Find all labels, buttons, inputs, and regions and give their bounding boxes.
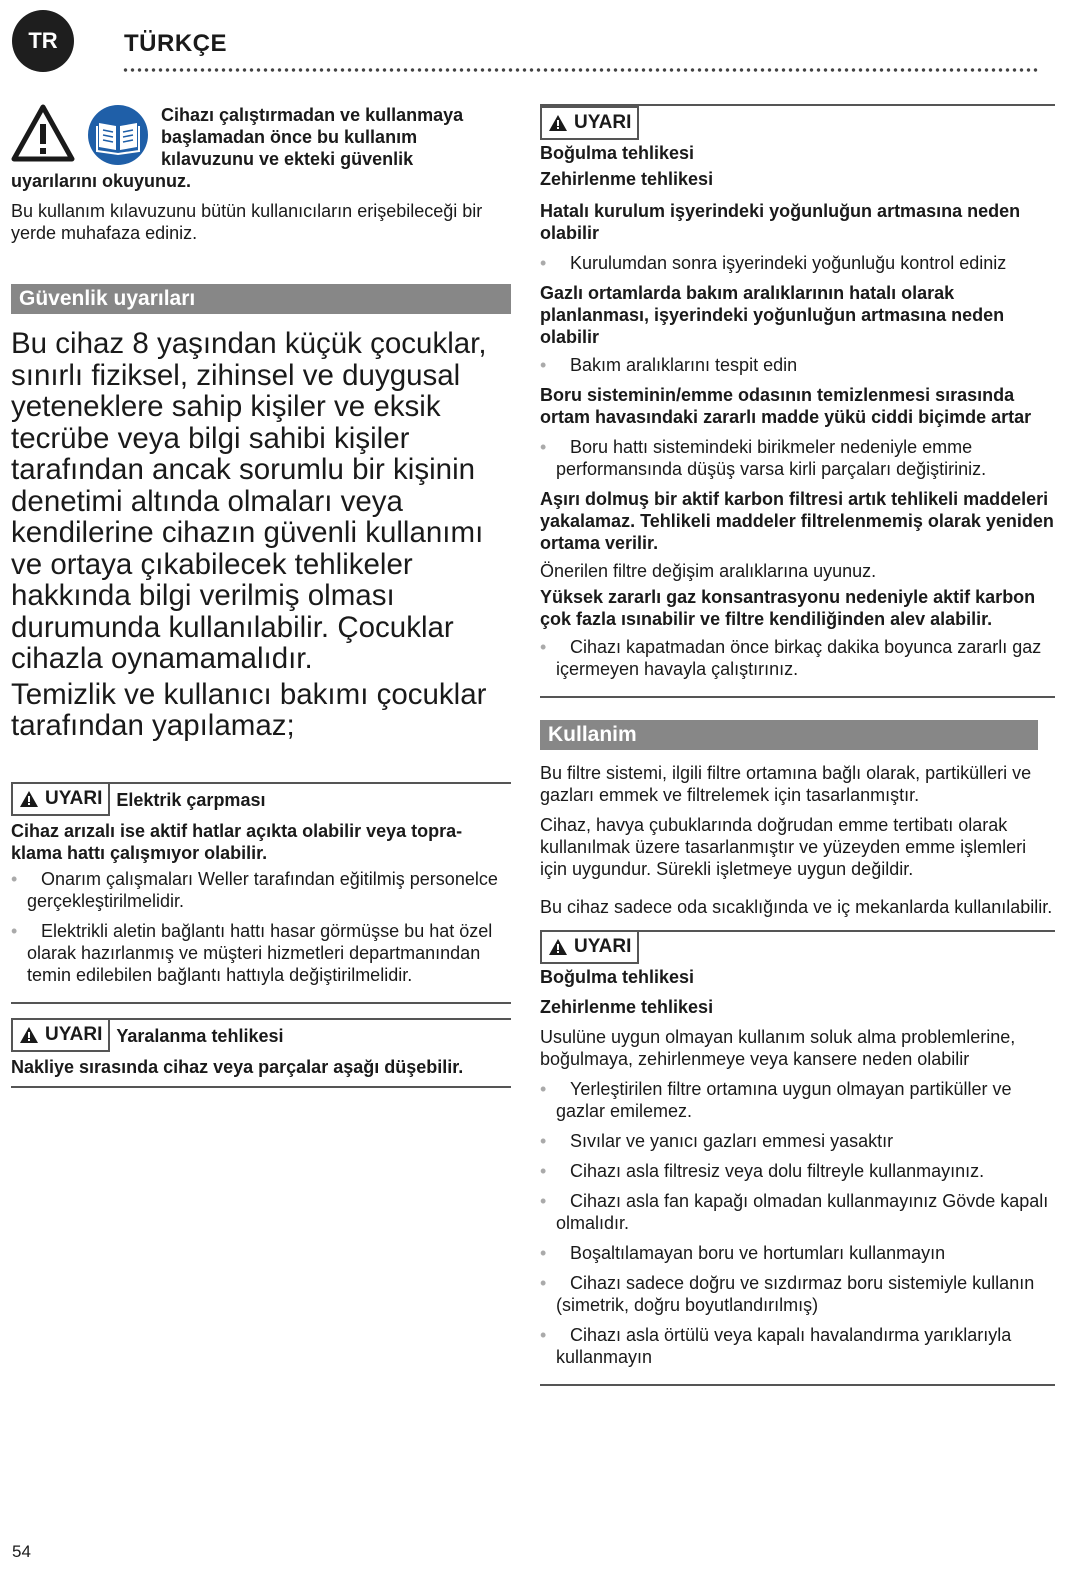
warning-electric-list (11, 868, 511, 986)
warning-tag (540, 932, 639, 964)
warning-bold-1: Hatalı kurulum işyerindeki yoğunluğun artmasına neden olabilir (540, 201, 1021, 243)
warning-tag-label: UYARI (574, 112, 632, 133)
read-manual-icon (87, 104, 149, 166)
list-item: • Cihazı asla filtresiz veya dolu filtreyle kullanmayınız. (540, 1160, 1055, 1182)
warning-bold-5: Yüksek zararlı gaz konsantrasyonu nedeniyle aktif karbon çok fazla ısınabilir ve filtre kendiliğinden alev alabilir. (540, 587, 1036, 629)
warning-injury-bold: Nakliye sırasında cihaz veya parçalar aşağı düşebilir. (11, 1056, 464, 1077)
warning-small-icon (19, 1026, 39, 1044)
list-item: • Boru hattı sistemindeki birikmeler nedeniyle emme performansında düşüş varsa kirli parçaları değiştiriniz. (540, 436, 1055, 480)
warning-tag-label: UYARI (45, 1023, 103, 1045)
list-item: • Bakım aralıklarını tespit edin (540, 354, 1055, 376)
warning-electric-head (11, 784, 511, 816)
intro-bold-lead: Cihazı çalıştırmadan ve kullanmaya başlamadan önce bu kullanım kılavuzunu ve ekteki güvenlik (161, 105, 464, 169)
warning-list-1 (540, 252, 1055, 274)
warning-title: Elektrik çarpması (116, 789, 266, 810)
page-number: 54 (12, 1542, 31, 1561)
usage-paragraph-2: Cihaz, havya çubuklarında doğrudan emme tertibatı olarak kullanılmak üzere tasarlanmıştır ve yüzeyden emme işlemleri için uygundur. Sürekli işletmeye uygun değildir. (540, 815, 1027, 879)
warning-tag-label: UYARI (574, 936, 632, 957)
language-badge: TR (12, 10, 74, 72)
warning-tag (11, 784, 110, 816)
warning-head (540, 932, 1055, 964)
warning-tag (11, 1020, 110, 1052)
warning-plain-4: Önerilen filtre değişim aralıklarına uyunuz. (540, 561, 877, 581)
warning-injury (11, 1018, 511, 1088)
intro-bold-tail: uyarılarını okuyunuz. (11, 171, 192, 191)
list-item: • Cihazı kapatmadan önce birkaç dakika boyunca zararlı gaz içermeyen havayla çalıştırınız. (540, 636, 1055, 680)
warning-small-icon (548, 114, 568, 132)
left-column (11, 104, 511, 1088)
dotted-divider (122, 66, 1040, 74)
warning-title: Yaralanma tehlikesi (116, 1025, 284, 1046)
warning-list-3 (540, 436, 1055, 480)
warning-text: Usulüne uygun olmayan kullanım soluk alma problemlerine, boğulmaya, zehirlenmeye veya kansere neden olabilir (540, 1027, 1016, 1069)
safety-paragraph-1: Bu cihaz 8 yaşından küçük çocuklar, sınırlı fiziksel, zihinsel ve duygusal yeteneklere sahip kişiler ve eksik tecrübe veya bilgi sahibi kişiler tarafından ancak sorumlu bir kişinin denetimi altında olmaları veya kendilerine cihazın güvenli kullanımı ve ortaya çıkabilecek tehlikeler hakkında bilgi verilmiş olması durumunda kullanılabilir. Çocuklar cihazla oynamamalıdır. (11, 327, 487, 675)
list-item: • Boşaltılamayan boru ve hortumları kullanmayın (540, 1242, 1055, 1264)
usage-header: Kullanim (540, 720, 1038, 750)
right-column (540, 104, 1055, 1386)
warning-line-suffocation: Boğulma tehlikesi (540, 967, 695, 987)
warning-line-suffocation: Boğulma tehlikesi (540, 143, 695, 163)
list-item: • Elektrikli aletin bağlantı hattı hasar görmüşse bu hat özel olarak hazırlanmış ve müşteri hizmetleri departmanından temin edilebilen bağlantı hattıyla değiştirilmelidir. (11, 920, 511, 986)
page-title: TÜRKÇE (124, 30, 227, 57)
warning-electric-bold: Cihaz arızalı ise aktif hatlar açıkta olabilir veya topra-klama hattı çalışmıyor olabilir. (11, 820, 463, 863)
warning-head (540, 106, 1055, 140)
list-item: • Kurulumdan sonra işyerindeki yoğunluğu kontrol ediniz (540, 252, 1055, 274)
warning-list (540, 1078, 1055, 1368)
safety-header: Güvenlik uyarıları (11, 284, 511, 314)
list-item: • Onarım çalışmaları Weller tarafından eğitilmiş personelce gerçekleştirilmelidir. (11, 868, 511, 912)
warning-bold-3: Boru sisteminin/emme odasının temizlenmesi sırasında ortam havasındaki zararlı madde yükü ciddi biçimde artar (540, 385, 1032, 427)
warning-list-5 (540, 636, 1055, 680)
list-item: • Cihazı asla örtülü veya kapalı havalandırma yarıklarıyla kullanmayın (540, 1324, 1055, 1368)
warning-small-icon (548, 938, 568, 956)
warning-injury-head (11, 1020, 511, 1052)
usage-paragraph-3: Bu cihaz sadece oda sıcaklığında ve iç mekanlarda kullanılabilir. (540, 897, 1053, 917)
list-item: • Sıvılar ve yanıcı gazları emmesi yasaktır (540, 1130, 1055, 1152)
warning-bold-2: Gazlı ortamlarda bakım aralıklarının hatalı olarak planlanması, işyerindeki yoğunluğun artmasına neden olabilir (540, 283, 1005, 347)
warning-small-icon (19, 790, 39, 808)
warning-tag-label: UYARI (45, 787, 103, 809)
warning-line-poisoning: Zehirlenme tehlikesi (540, 169, 714, 189)
list-item: • Cihazı asla fan kapağı olmadan kullanmayınız Gövde kapalı olmalıdır. (540, 1190, 1055, 1234)
warning-suffocation-2 (540, 930, 1055, 1386)
safety-paragraph-2: Temizlik ve kullanıcı bakımı çocuklar tarafından yapılamaz; (11, 677, 487, 742)
intro-section (11, 104, 511, 244)
warning-triangle-icon (11, 104, 75, 162)
intro-text: Bu kullanım kılavuzunu bütün kullanıcıların erişebileceği bir yerde muhafaza ediniz. (11, 201, 483, 243)
usage-paragraph-1: Bu filtre sistemi, ilgili filtre ortamına bağlı olarak, partikülleri ve gazları emmek ve filtrelemek için tasarlanmıştır. (540, 763, 1032, 805)
warning-electric (11, 782, 511, 1004)
warning-tag (540, 106, 639, 140)
warning-bold-4: Aşırı dolmuş bir aktif karbon filtresi artık tehlikeli maddeleri yakalamaz. Tehlikeli maddeler filtrelenmemiş olarak yeniden ortama verilir. (540, 489, 1054, 553)
list-item: • Cihazı sadece doğru ve sızdırmaz boru sistemiyle kullanın (simetrik, doğru boyutlandırılmış) (540, 1272, 1055, 1316)
intro-icons (11, 104, 149, 166)
warning-suffocation-1 (540, 104, 1055, 698)
warning-list-2 (540, 354, 1055, 376)
warning-line-poisoning: Zehirlenme tehlikesi (540, 997, 714, 1017)
list-item: • Yerleştirilen filtre ortamına uygun olmayan partiküller ve gazlar emilemez. (540, 1078, 1055, 1122)
